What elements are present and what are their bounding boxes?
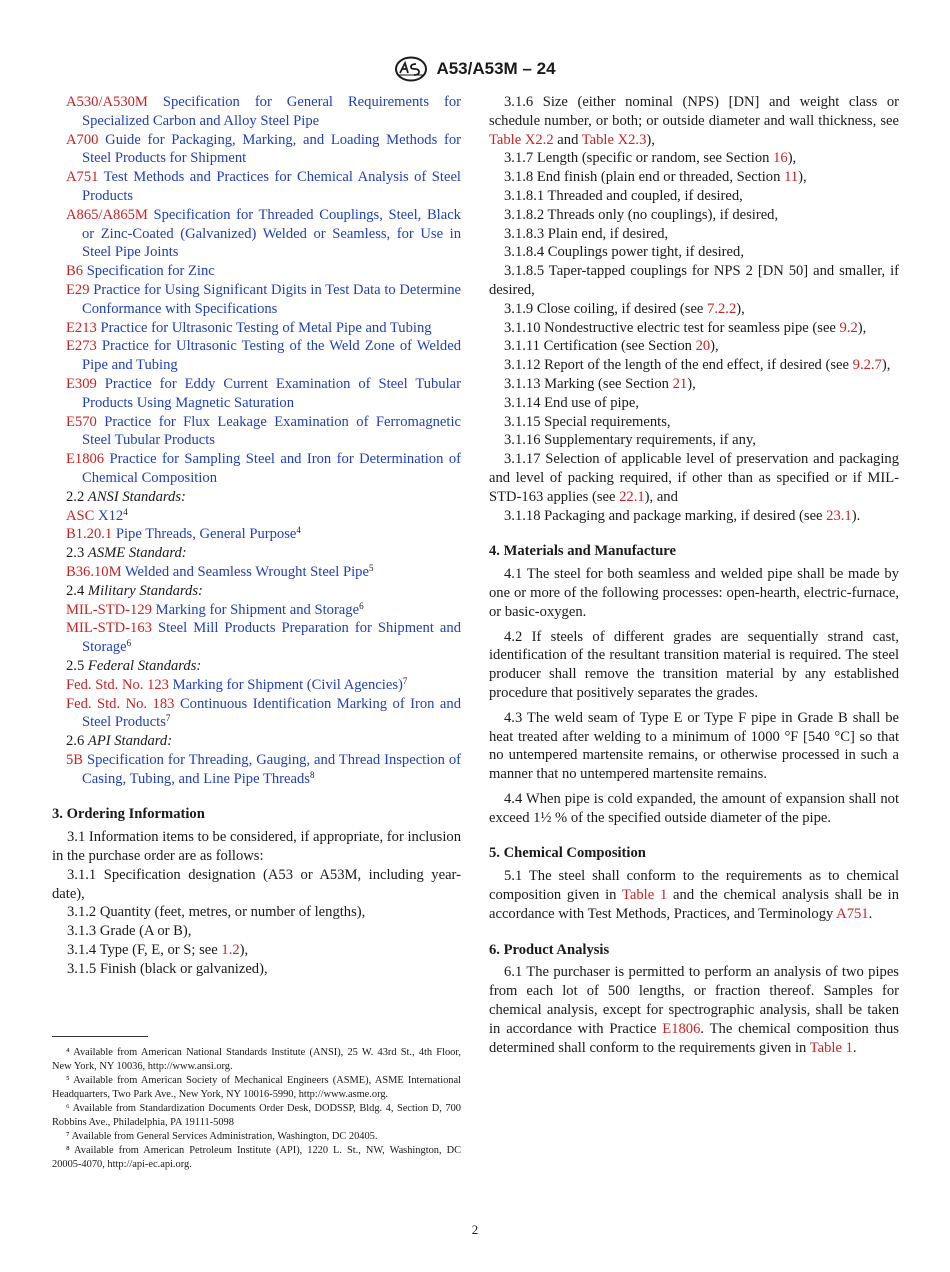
reference-title: Continuous Identification Marking of Iron and Steel Products <box>82 695 462 731</box>
para-3-1-7: 3.1.7 Length (specific or random, see Section 16), <box>504 150 797 167</box>
reference-code-link[interactable]: B36.10M <box>66 563 122 580</box>
para-3-1-14: 3.1.14 End use of pipe, <box>504 394 639 411</box>
para-6-1: 6.1 The purchaser is permitted to perform an analysis of two pipes from each lot of 500 lengths, or fraction thereof. Samples for chemical analysis, except for spectrographic analysis, shall be taken in accordance with Practice E1806. The chemical composition thus determined shall conform to the requirements given in Table 1. <box>489 964 899 1056</box>
reference-item <box>66 93 461 131</box>
asme-reference-list <box>52 563 461 582</box>
reference-code-link[interactable]: B6 <box>66 263 84 280</box>
reference-code-link[interactable]: E29 <box>66 281 90 298</box>
reference-item <box>66 601 461 620</box>
reference-title: Welded and Seamless Wrought Steel Pipe <box>124 563 369 580</box>
footnote-8: ⁸ Available from American Petroleum Institute (API), 1220 L. St., NW, Washington, DC 20005-4070, http://api-ec.api.org. <box>52 1145 461 1170</box>
link-table-x2-3[interactable]: Table X2.3 <box>581 131 647 148</box>
reference-title: Test Methods and Practices for Chemical Analysis of Steel Products <box>82 169 461 204</box>
footnote-5: ⁵ Available from American Society of Mechanical Engineers (ASME), ASME International Headquarters, Two Park Ave., New York, NY 10016-5990, http://www.asme.org. <box>52 1075 461 1100</box>
reference-item <box>66 337 461 375</box>
para-3-1-8-3: 3.1.8.3 Plain end, if desired, <box>504 225 669 242</box>
subsection-2-3: 2.3 ASME Standard: <box>66 545 187 562</box>
para-4-3: 4.3 The weld seam of Type E or Type F pipe in Grade B shall be heat treated after welding to a minimum of 1000 °F [540 °C] so that no untempered martensite remains, or otherwise processed in such a manner that no untempered martensite remains. <box>489 709 899 783</box>
military-reference-list <box>52 601 461 657</box>
para-3-1-8-5: 3.1.8.5 Taper-tapped couplings for NPS 2 [DN 50] and smaller, if desired, <box>489 263 899 298</box>
reference-code-link[interactable]: A530/A530M <box>66 94 148 110</box>
para-3-1-18: 3.1.18 Packaging and package marking, if desired (see 23.1). <box>504 507 861 524</box>
reference-code-link[interactable]: 5B <box>66 751 84 768</box>
reference-title: Practice for Sampling Steel and Iron for Determination of Chemical Composition <box>82 451 461 486</box>
reference-code-link[interactable]: MIL-STD-129 <box>66 601 152 618</box>
para-3-1-12: 3.1.12 Report of the length of the end effect, if desired (see 9.2.7), <box>504 357 891 374</box>
reference-code-link[interactable]: A865/A865M <box>66 206 148 223</box>
subsection-2-4: 2.4 Military Standards: <box>66 582 203 599</box>
reference-code-link[interactable]: E1806 <box>66 451 105 468</box>
subsection-2-2: 2.2 ANSI Standards: <box>66 488 186 505</box>
left-column <box>52 93 461 979</box>
reference-title: Pipe Threads, General Purpose <box>115 526 297 543</box>
reference-title: Practice for Flux Leakage Examination of Ferromagnetic Steel Tubular Products <box>82 413 461 449</box>
reference-code-link[interactable]: E273 <box>66 338 97 355</box>
ansi-reference-list <box>52 507 461 545</box>
footnote-marker: 5 <box>368 562 374 573</box>
reference-item <box>66 751 461 789</box>
reference-title: Practice for Ultrasonic Testing of Metal Pipe and Tubing <box>100 319 432 336</box>
para-3-1-8-2: 3.1.8.2 Threads only (no couplings), if desired, <box>504 206 779 223</box>
reference-code-link[interactable]: E213 <box>66 319 97 336</box>
reference-code-link[interactable]: B1.20.1 <box>66 526 113 543</box>
reference-title: Practice for Eddy Current Examination of Steel Tubular Products Using Magnetic Saturation <box>82 375 461 411</box>
reference-title: Marking for Shipment and Storage <box>155 601 360 618</box>
reference-item <box>66 676 461 695</box>
reference-title: Guide for Packaging, Marking, and Loading Methods for Steel Products for Shipment <box>82 131 461 167</box>
link-table-x2-2[interactable]: Table X2.2 <box>489 131 554 148</box>
para-3-1-2: 3.1.2 Quantity (feet, metres, or number of lengths), <box>67 904 366 921</box>
reference-item <box>66 619 461 657</box>
subsection-2-5: 2.5 Federal Standards: <box>66 657 202 674</box>
para-4-2: 4.2 If steels of different grades are sequentially strand cast, identification of the resultant transition material is required. The steel producer shall remove the transition material by any established procedure that positively separates the grades. <box>489 628 899 701</box>
reference-code-link[interactable]: Fed. Std. No. 183 <box>66 695 175 712</box>
reference-code-link[interactable]: E570 <box>66 413 97 430</box>
reference-code-link[interactable]: A700 <box>66 131 99 148</box>
reference-title: Specification for Zinc <box>86 263 215 280</box>
astm-logo-icon <box>394 56 428 82</box>
link-1-2[interactable]: 1.2 <box>221 942 240 959</box>
reference-item <box>66 450 461 488</box>
para-3-1-6: 3.1.6 Size (either nominal (NPS) [DN] and weight class or schedule number, or both; or outside diameter and wall thickness, see Table X2.2 and Table X2.3), <box>489 94 899 148</box>
reference-code-link[interactable]: ASC <box>66 507 95 524</box>
section-4-heading: 4. Materials and Manufacture <box>489 543 676 560</box>
reference-title: Specification for General Requirements for Specialized Carbon and Alloy Steel Pipe <box>82 94 461 129</box>
link-9-2[interactable]: 9.2 <box>839 319 858 336</box>
para-3-1-4: 3.1.4 Type (F, E, or S; see 1.2), <box>67 942 249 959</box>
link-22-1[interactable]: 22.1 <box>619 488 645 505</box>
reference-item <box>66 695 461 733</box>
reference-item <box>66 168 461 206</box>
reference-title: Specification for Threading, Gauging, and Thread Inspection of Casing, Tubing, and Line Pipe Threads <box>82 751 461 787</box>
page-header <box>0 56 950 82</box>
reference-item <box>66 413 461 451</box>
para-5-1: 5.1 The steel shall conform to the requirements as to chemical composition given in Table 1 and the chemical analysis shall be in accordance with Test Methods, Practices, and Terminology A751. <box>489 868 899 922</box>
para-3-1-8-1: 3.1.8.1 Threaded and coupled, if desired, <box>504 187 743 204</box>
footnote-marker: 7 <box>165 713 171 724</box>
reference-title: Practice for Ultrasonic Testing of the Weld Zone of Welded Pipe and Tubing <box>82 338 462 374</box>
designation: A53/A53M – 24 <box>436 59 556 78</box>
footnote-4: ⁴ Available from American National Standards Institute (ANSI), 25 W. 43rd St., 4th Floor, New York, NY 10036, http://www.ansi.org. <box>52 1047 461 1072</box>
link-section-20[interactable]: 20 <box>695 338 711 355</box>
para-3-1-17: 3.1.17 Selection of applicable level of preservation and packaging and level of packing required, if other than as specified or if MIL-STD-163 applies (see 22.1), and <box>489 451 899 505</box>
footnote-6: ⁶ Available from Standardization Documents Order Desk, DODSSP, Bldg. 4, Section D, 700 Robbins Ave., Philadelphia, PA 19111-5098 <box>52 1103 461 1128</box>
para-3-1-3: 3.1.3 Grade (A or B), <box>67 923 192 940</box>
para-3-1-1: 3.1.1 Specification designation (A53 or A53M, including year-date), <box>52 866 461 902</box>
footnote-rule <box>52 1036 148 1037</box>
para-3-1-10: 3.1.10 Nondestructive electric test for seamless pipe (see 9.2), <box>504 319 867 336</box>
link-table-1[interactable]: Table 1 <box>622 887 668 904</box>
reference-item <box>66 525 461 544</box>
reference-code-link[interactable]: Fed. Std. No. 123 <box>66 676 169 693</box>
reference-code-link[interactable]: A751 <box>66 169 99 186</box>
link-table-1-b[interactable]: Table 1 <box>809 1039 853 1056</box>
para-3-1-9: 3.1.9 Close coiling, if desired (see 7.2.2), <box>504 300 745 317</box>
reference-title: Practice for Using Significant Digits in Test Data to Determine Conformance with Specifications <box>82 281 461 317</box>
reference-item <box>66 131 461 169</box>
para-3-1-5: 3.1.5 Finish (black or galvanized), <box>67 960 268 977</box>
para-3-1-8-4: 3.1.8.4 Couplings power tight, if desired, <box>504 244 744 261</box>
reference-item <box>66 262 461 281</box>
reference-item <box>66 281 461 319</box>
link-section-16[interactable]: 16 <box>773 150 788 167</box>
api-reference-list <box>52 751 461 789</box>
footnotes <box>52 1046 461 1172</box>
subsection-2-6: 2.6 API Standard: <box>66 733 173 750</box>
link-section-11[interactable]: 11 <box>784 169 799 186</box>
footnote-marker: 8 <box>309 769 315 780</box>
reference-title: Marking for Shipment (Civil Agencies) <box>172 676 403 693</box>
page-number: 2 <box>471 1222 479 1237</box>
footnote-marker: 6 <box>359 600 364 611</box>
para-3-1-15: 3.1.15 Special requirements, <box>504 413 671 430</box>
reference-title: X12 <box>98 507 124 524</box>
link-9-2-7[interactable]: 9.2.7 <box>852 357 882 374</box>
reference-item <box>66 375 461 413</box>
reference-code-link[interactable]: MIL-STD-163 <box>66 620 152 637</box>
reference-title: Steel Mill Products Preparation for Shipment and Storage <box>82 620 462 656</box>
para-3-1-8: 3.1.8 End finish (plain end or threaded, Section 11), <box>504 169 807 186</box>
reference-title: Specification for Threaded Couplings, Steel, Black or Zinc-Coated (Galvanized) Welded or Seamless, for Use in Steel Pipe Joints <box>82 206 461 261</box>
reference-list <box>52 93 461 488</box>
link-e1806[interactable]: E1806 <box>662 1020 701 1037</box>
footnote-marker: 7 <box>402 675 408 686</box>
reference-code-link[interactable]: E309 <box>66 375 97 392</box>
footnote-marker: 4 <box>296 525 301 536</box>
para-4-4: 4.4 When pipe is cold expanded, the amount of expansion shall not exceed 1½ % of the specified outside diameter of the pipe. <box>489 790 899 826</box>
right-column <box>489 93 899 1057</box>
section-6-heading: 6. Product Analysis <box>489 941 610 958</box>
link-23-1[interactable]: 23.1 <box>826 507 852 524</box>
federal-reference-list <box>52 676 461 732</box>
link-section-21[interactable]: 21 <box>672 375 688 392</box>
footnote-marker: 6 <box>126 638 132 649</box>
reference-item <box>66 507 461 526</box>
para-3-1-13: 3.1.13 Marking (see Section 21), <box>504 375 696 392</box>
para-3-1-16: 3.1.16 Supplementary requirements, if any, <box>504 432 756 449</box>
link-7-2-2[interactable]: 7.2.2 <box>707 300 737 317</box>
para-4-1: 4.1 The steel for both seamless and welded pipe shall be made by one or more of the following processes: open-hearth, electric-furnace, or basic-oxygen. <box>489 566 899 620</box>
footnote-marker: 4 <box>123 506 128 517</box>
para-3-1-11: 3.1.11 Certification (see Section 20), <box>504 338 719 355</box>
reference-item <box>66 206 461 262</box>
footnote-7: ⁷ Available from General Services Administration, Washington, DC 20405. <box>66 1131 378 1142</box>
reference-item <box>66 319 461 338</box>
section-3-heading: 3. Ordering Information <box>52 806 205 823</box>
section-5-heading: 5. Chemical Composition <box>489 845 646 862</box>
link-a751[interactable]: A751 <box>836 905 869 922</box>
reference-item <box>66 563 461 582</box>
para-3-1: 3.1 Information items to be considered, if appropriate, for inclusion in the purchase order are as follows: <box>52 829 461 865</box>
